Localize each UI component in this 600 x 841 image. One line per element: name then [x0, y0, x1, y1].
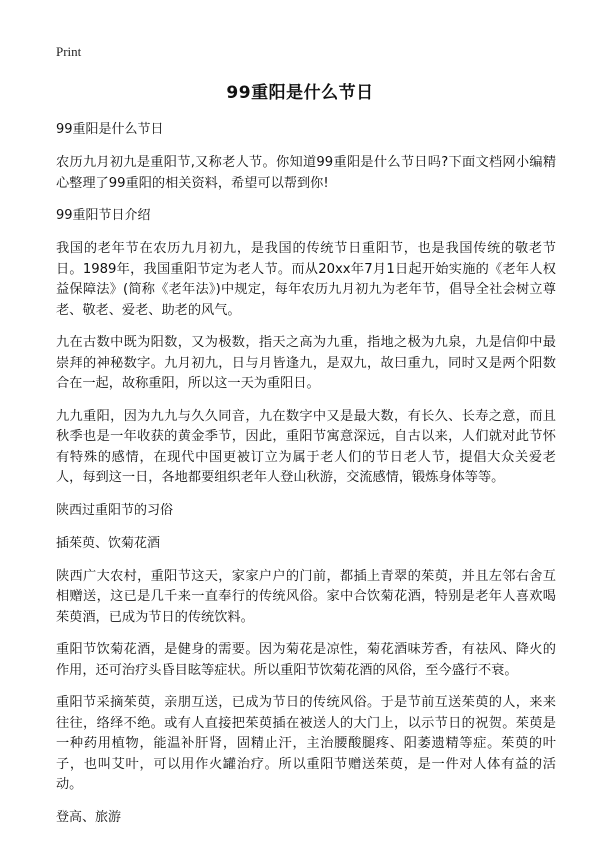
sub-heading: 登高、旅游: [56, 809, 122, 825]
section-heading: 99重阳是什么节日: [56, 122, 164, 137]
paragraph: 重阳节饮菊花酒，是健身的需要。因为菊花是凉性，菊花酒味芳香，有祛风、降火的作用，还可治疗头昏目眩等症状。所以重阳节饮菊花酒的风俗，至今盛行不衰。: [56, 642, 556, 678]
document-title: 99重阳是什么节日: [226, 83, 374, 103]
section-heading: 99重阳节日介绍: [56, 208, 151, 223]
sub-heading: 插茱萸、饮菊花酒: [56, 535, 161, 551]
paragraph: 九九重阳，因为九九与久久同音，九在数字中又是最大数，有长久、长寿之意，而且秋季也是一年收获的黄金季节，因此，重阳节寓意深远，自古以来，人们就对此节怀有特殊的感情，在现代中国更被订立为属于老人们的节日老人节，提倡大众关爱老人，每到这一日，各地都要组织老年人登山秋游，交流感情，锻炼身体等等。: [56, 408, 556, 485]
paragraph: 重阳节采摘茱萸，亲朋互送，已成为节日的传统风俗。于是节前互送茱萸的人，来来往往，络绎不绝。或有人直接把茱萸插在被送人的大门上，以示节日的祝贺。茱萸是一种药用植物，能温补肝肾，固精止汗，主治腰酸腿疼、阳萎遗精等症。茱萸的叶子，也叫艾叶，可以用作火罐治疗。所以重阳节赠送茱萸，是一件对人体有益的活动。: [56, 695, 556, 792]
document-body: [56, 120, 556, 841]
paragraph: 九在古数中既为阳数，又为极数，指天之高为九重，指地之极为九泉，九是信仰中最崇拜的神秘数字。九月初九，日与月皆逢九，是双九，故曰重九，同时又是两个阳数合在一起，故称重阳，所以这一天为重阳日。: [56, 335, 556, 391]
paragraph: 我国的老年节在农历九月初九，是我国的传统节日重阳节，也是我国传统的敬老节日。1989年，我国重阳节定为老人节。而从20xx年7月1日起开始实施的《老年人权益保障法》(简称《老年法》)中规定，每年农历九月初九为老年节，倡导全社会树立尊老、敬老、爱老、助老的风气。: [56, 241, 556, 318]
paragraph: 农历九月初九是重阳节,又称老人节。你知道99重阳是什么节日吗?下面文档网小编精心整理了99重阳的相关资料，希望可以帮到你!: [56, 155, 556, 191]
paragraph: 陕西广大农村，重阳节这天，家家户户的门前，都插上青翠的茱萸，并且左邻右舍互相赠送，这已是几千来一直奉行的传统风俗。家中合饮菊花酒，特别是老年人喜欢喝茱萸酒，已成为节日的传统饮料。: [56, 568, 556, 625]
section-heading: 陕西过重阳节的习俗: [56, 502, 174, 518]
print-label: Print: [56, 44, 82, 59]
